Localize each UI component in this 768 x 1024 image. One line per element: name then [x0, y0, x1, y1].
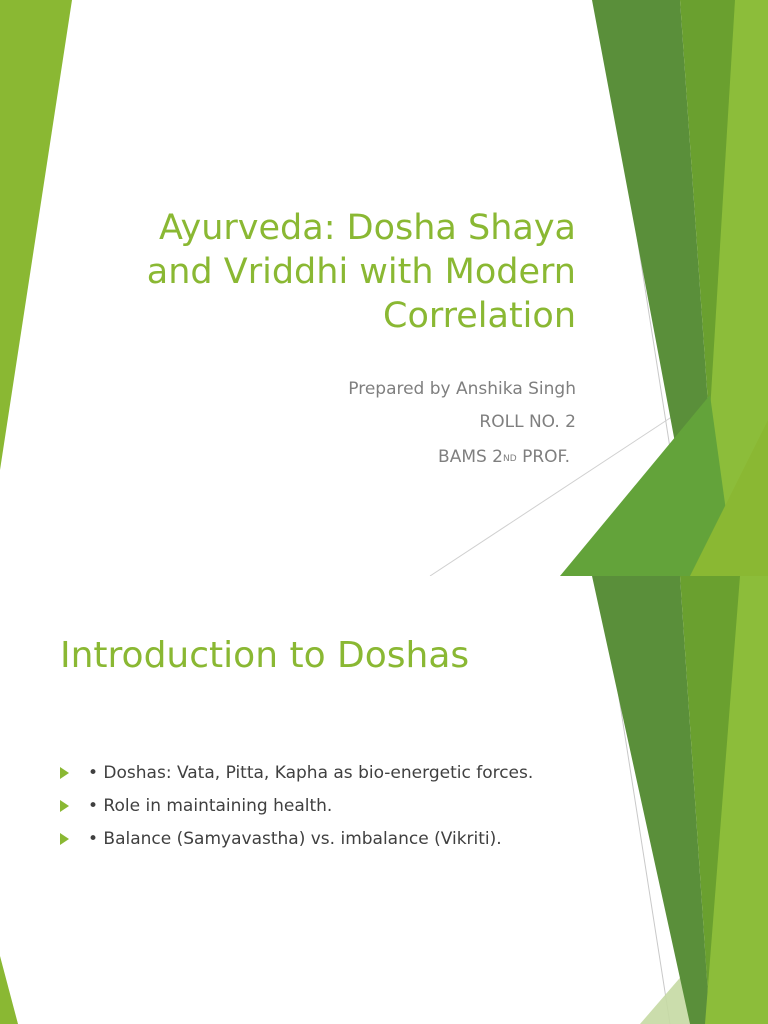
- triangle-right-icon: [60, 833, 69, 845]
- triangle-right-icon: [60, 800, 69, 812]
- bullet-text: • Role in maintaining health.: [88, 796, 333, 816]
- content-slide: [0, 576, 768, 1024]
- course-suffix: PROF.: [516, 447, 570, 467]
- list-item: [58, 762, 578, 785]
- slide-title: Introduction to Doshas: [60, 635, 470, 676]
- triangle-right-icon: [60, 767, 69, 779]
- bullet-text: • Doshas: Vata, Pitta, Kapha as bio-energetic forces.: [88, 763, 534, 783]
- list-item: [58, 795, 578, 818]
- left-green-sliver: [0, 0, 72, 470]
- title-line: Correlation: [383, 296, 576, 336]
- presentation-title: [100, 206, 576, 338]
- course-prefix: BAMS 2: [438, 447, 504, 467]
- left-green-corner: [0, 956, 18, 1024]
- course-info: [200, 446, 570, 468]
- course-superscript: ND: [503, 454, 517, 464]
- list-item: [58, 828, 578, 851]
- prepared-by: Prepared by Anshika Singh: [348, 379, 576, 399]
- bullet-text: • Balance (Samyavastha) vs. imbalance (Vikriti).: [88, 829, 502, 849]
- bullet-list: [58, 762, 578, 861]
- title-line: Ayurveda: Dosha Shaya: [158, 208, 576, 248]
- title-line: and Vriddhi with Modern: [146, 252, 576, 292]
- roll-number: ROLL NO. 2: [479, 412, 576, 432]
